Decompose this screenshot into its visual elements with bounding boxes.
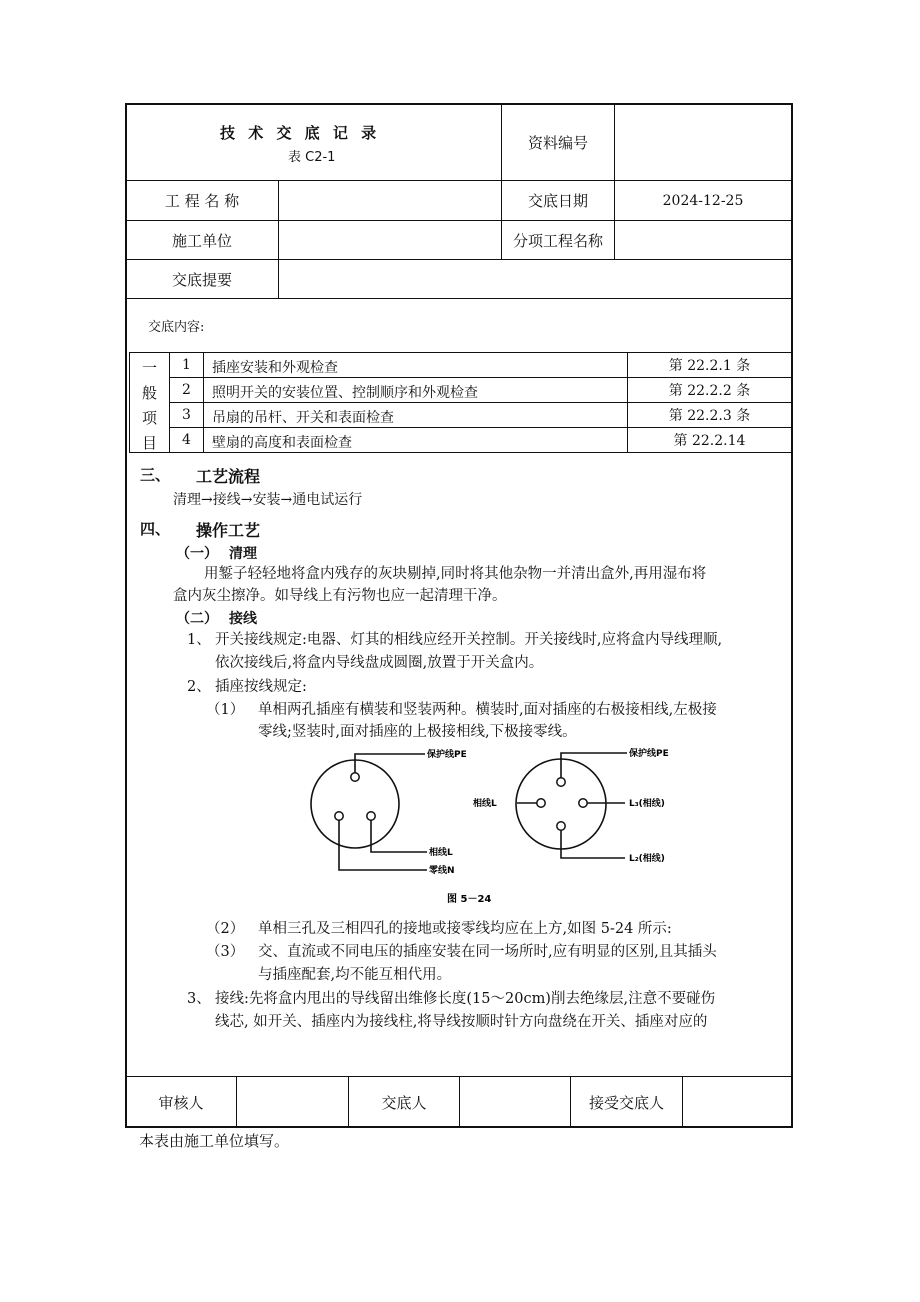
- item-number: （2）: [206, 921, 245, 937]
- presenter-field[interactable]: [460, 1077, 570, 1127]
- item-number: （3）: [206, 944, 245, 960]
- item-clause: 第 22.2.2 条: [668, 383, 751, 399]
- socket-wiring-figure: [305, 740, 685, 910]
- row-divider: [129, 452, 792, 453]
- right-socket-l-hole: [537, 799, 545, 807]
- right-socket-pe-hole: [557, 778, 565, 786]
- summary-label: 交底提要: [171, 270, 232, 289]
- form-number: 表 C2-1: [288, 150, 336, 165]
- paragraph-line: 插座按线规定:: [215, 679, 307, 695]
- subsection-2-number: （二）: [176, 611, 218, 627]
- form-title: 技 术 交 底 记 录: [220, 124, 381, 142]
- paragraph-line: 与插座配套,均不能互相代用。: [258, 967, 452, 983]
- paragraph-line: 依次接线后,将盒内导线盘成圆圈,放置于开关盒内。: [215, 655, 544, 671]
- project-name-field[interactable]: [279, 181, 501, 220]
- project-name-label: 工 程 名 称: [164, 192, 240, 210]
- item-text: 壁扇的高度和表面检查: [212, 435, 352, 451]
- paragraph-line: 接线:先将盒内甩出的导线留出维修长度(15～20cm)削去绝缘层,注意不要碰伤: [215, 991, 716, 1007]
- paragraph-line: 用錾子轻轻地将盒内残存的灰块剔掉,同时将其他杂物一并清出盒外,再用湿布将: [204, 566, 707, 582]
- item-number: 3、: [187, 991, 211, 1007]
- item-number: 2、: [187, 679, 211, 695]
- row-divider: [125, 298, 793, 299]
- item-number: 1、: [187, 632, 211, 648]
- subsection-1-number: （一）: [176, 546, 218, 562]
- item-number: 4: [182, 432, 191, 448]
- subsection-1-title: 清理: [229, 546, 257, 562]
- footer-note: 本表由施工单位填写。: [139, 1132, 290, 1150]
- right-pe-label: 保护线PE: [629, 749, 669, 759]
- left-socket-l-hole: [367, 812, 375, 820]
- item-clause: 第 22.2.3 条: [668, 408, 751, 424]
- doc-no-field[interactable]: [615, 104, 791, 180]
- summary-field[interactable]: [279, 260, 791, 298]
- date-label: 交底日期: [527, 192, 588, 210]
- paragraph-line: 单相两孔插座有横装和竖装两种。横装时,面对插座的右极接相线,左极接: [258, 702, 717, 718]
- item-clause: 第 22.2.1 条: [668, 358, 751, 374]
- reviewer-field[interactable]: [237, 1077, 348, 1127]
- item-number: 2: [182, 382, 191, 398]
- right-socket-l2-hole: [557, 822, 565, 830]
- col-divider: [129, 352, 130, 452]
- item-text: 吊扇的吊杆、开关和表面检查: [212, 410, 394, 426]
- item-number: （1）: [206, 702, 245, 718]
- paragraph-line: 开关接线规定:电器、灯其的相线应经开关控制。开关接线时,应将盒内导线理顺,: [215, 632, 723, 648]
- receiver-field[interactable]: [683, 1077, 791, 1127]
- presenter-label: 交底人: [381, 1093, 427, 1112]
- item-text: 照明开关的安装位置、控制顺序和外观检查: [212, 385, 478, 401]
- figure-caption: 图 5－24: [447, 894, 492, 905]
- sub-project-label: 分项工程名称: [512, 231, 603, 250]
- right-socket-l3-hole: [579, 799, 587, 807]
- paragraph-line: 零线;竖装时,面对插座的上极接相线,下极接零线。: [258, 724, 577, 740]
- item-number: 1: [182, 357, 191, 373]
- right-l2-label: L₂(相线): [629, 854, 665, 864]
- left-n-label: 零线N: [429, 866, 455, 876]
- left-socket-pe-hole: [351, 773, 359, 781]
- item-text: 插座安装和外观检查: [212, 360, 338, 376]
- section-4-number: 四、: [140, 520, 171, 538]
- general-items-group-label: 一 般 项 目: [142, 359, 158, 452]
- doc-no-label: 资料编号: [527, 133, 588, 152]
- paragraph-line: 单相三孔及三相四孔的接地或接零线均应在上方,如图 5-24 所示:: [258, 921, 672, 937]
- process-flow: 清理→接线→安装→通电试运行: [173, 492, 363, 508]
- item-clause: 第 22.2.14: [673, 433, 746, 449]
- section-3-number: 三、: [140, 466, 171, 484]
- content-label: 交底内容:: [148, 320, 205, 335]
- left-l-label: 相线L: [429, 848, 453, 858]
- col-divider: [791, 352, 792, 452]
- unit-label: 施工单位: [171, 231, 232, 250]
- right-l-label: 相线L: [473, 799, 497, 809]
- reviewer-label: 审核人: [158, 1093, 204, 1112]
- sub-project-field[interactable]: [615, 221, 791, 259]
- subsection-2-title: 接线: [229, 611, 257, 627]
- receiver-label: 接受交底人: [588, 1093, 664, 1112]
- section-3-title: 工艺流程: [196, 467, 261, 486]
- unit-field[interactable]: [279, 221, 501, 259]
- paragraph-line: 交、直流或不同电压的插座安装在同一场所时,应有明显的区别,且其插头: [258, 944, 717, 960]
- item-number: 3: [182, 407, 191, 423]
- left-pe-label: 保护线PE: [427, 750, 467, 760]
- right-l3-label: L₃(相线): [629, 799, 665, 809]
- paragraph-line: 线芯, 如开关、插座内为接线柱,将导线按顺时针方向盘绕在开关、插座对应的: [215, 1014, 708, 1030]
- date-field[interactable]: 2024-12-25: [662, 192, 744, 209]
- col-divider: [203, 352, 204, 452]
- paragraph-line: 盒内灰尘擦净。如导线上有污物也应一起清理干净。: [173, 588, 507, 604]
- section-4-title: 操作工艺: [196, 521, 261, 540]
- left-socket-n-hole: [335, 812, 343, 820]
